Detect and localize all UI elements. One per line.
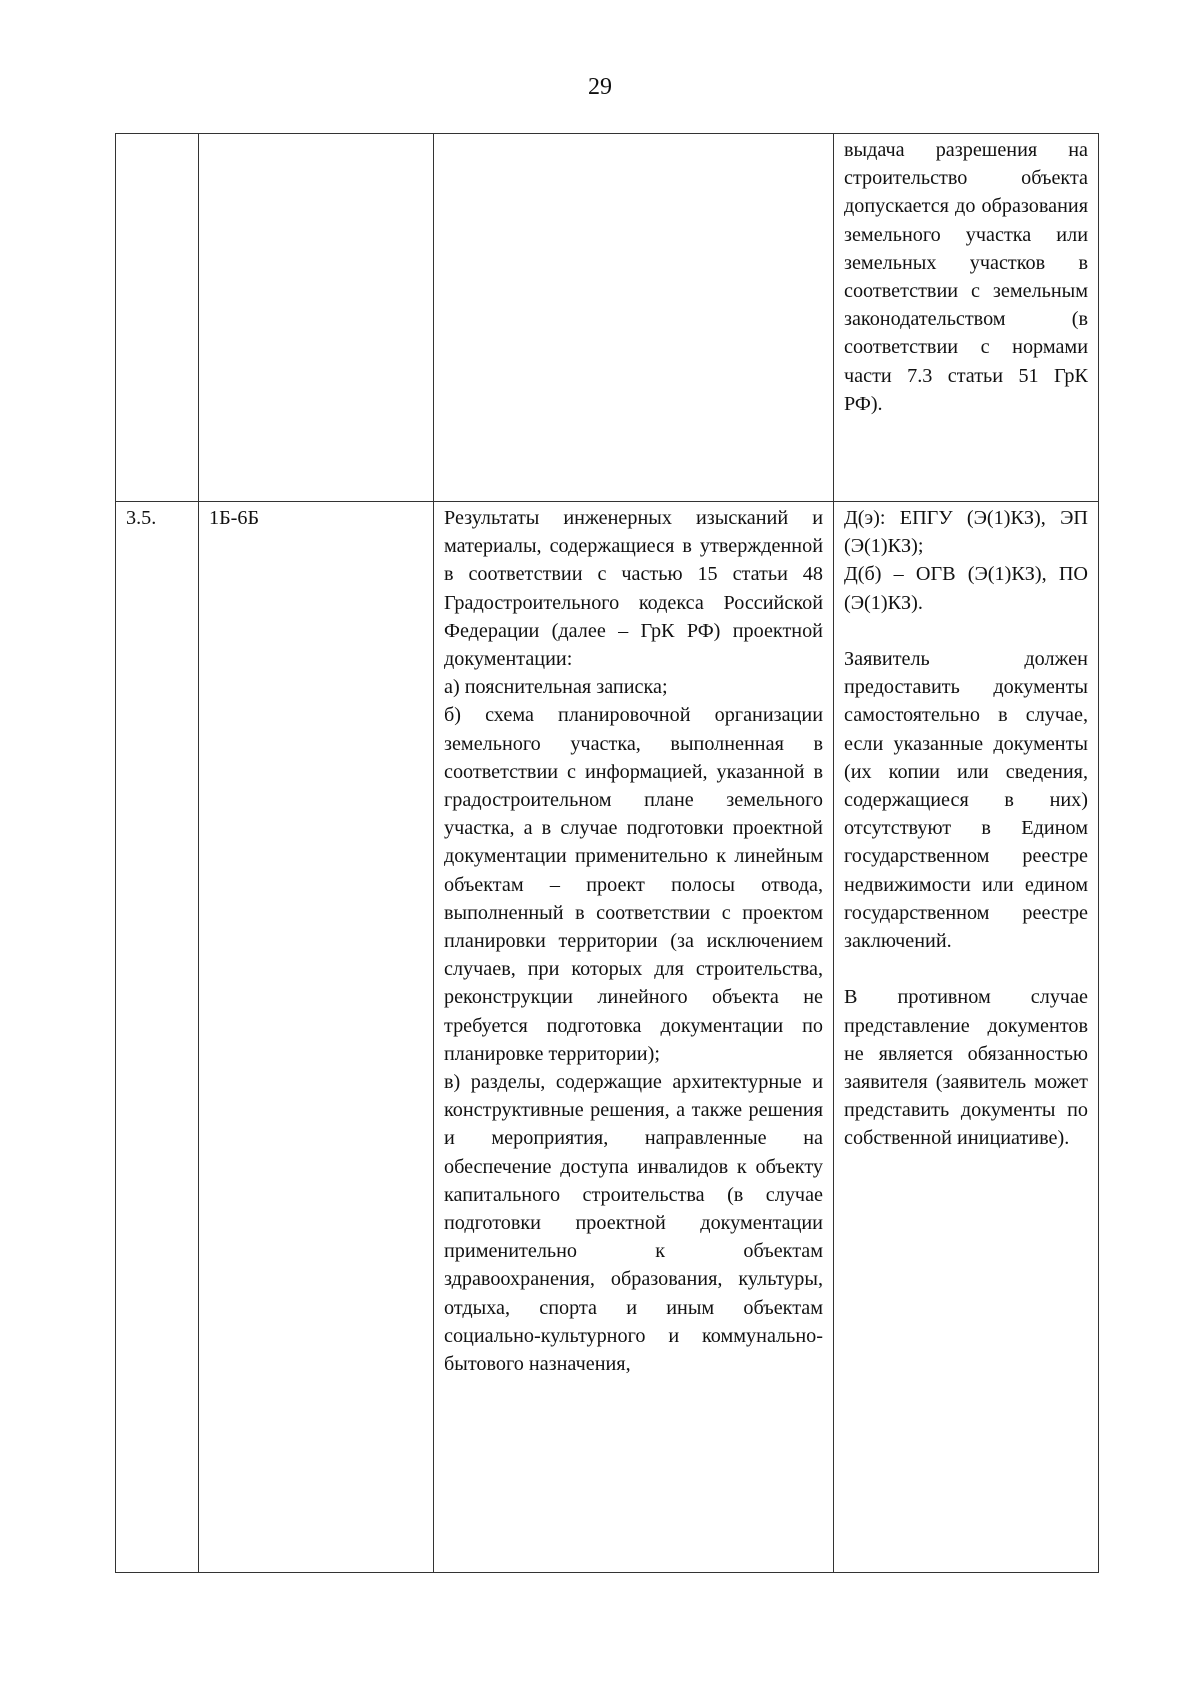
paragraph-gap [844,617,1088,645]
cell-notes [834,502,1099,1573]
cell-number [116,134,199,502]
cell-notes [834,134,1099,502]
table-row [116,502,1099,1573]
note-paragraph: выдача разрешения на строительство объекта допускается до образования земельного участка или земельных участков в соответствии с земельным законодательством (в соответствии с нормами части 7.3 статьи 51 ГрК РФ). [844,139,1088,415]
note-paragraph: Заявитель должен предоставить документы самостоятельно в случае, если указанные документы (их копии или сведения, содержащиеся в них) отсутствуют в Едином государственном реестре недвижимости или едином государственном реестре заключений. [844,648,1088,953]
cell-description [434,502,834,1573]
cell-number: 3.5. [116,502,199,1573]
note-paragraph: Д(б) – ОГВ (Э(1)КЗ), ПО (Э(1)КЗ). [844,563,1088,614]
table-row [116,134,1099,502]
description-paragraph: б) схема планировочной организации земельного участка, выполненная в соответствии с информацией, указанной в градостроительном плане земельного участка, а в случае подготовки проектной документации применительно к линейным объектам – проект полосы отвода, выполненный в соответствии с проектом планировки территории (за исключением случаев, при которых для строительства, реконструкции линейного объекта не требуется подготовка документации по планировке территории); [444,704,823,1065]
description-paragraph: а) пояснительная записка; [444,676,668,699]
description-paragraph: в) разделы, содержащие архитектурные и конструктивные решения, а также решения и мероприятия, направленные на обеспечение доступа инвалидов к объекту капитального строительства (в случае подготовки проектной документации применительно к объектам здравоохранения, образования, культуры, отдыха, спорта и иным объектам социально-культурного и коммунально-бытового назначения, [444,1071,823,1376]
cell-code: 1Б-6Б [199,502,434,1573]
description-paragraph: Результаты инженерных изысканий и материалы, содержащиеся в утвержденной в соответствии с частью 15 статьи 48 Градостроительного кодекса Российской Федерации (далее – ГрК РФ) проектной документации: [444,507,823,671]
cell-code [199,134,434,502]
page-number: 29 [588,74,612,100]
paragraph-gap [844,955,1088,983]
note-paragraph: Д(э): ЕПГУ (Э(1)КЗ), ЭП (Э(1)КЗ); [844,507,1088,558]
requirements-table [115,133,1099,1573]
note-paragraph: В противном случае представление документов не является обязанностью заявителя (заявитель может представить документы по собственной инициативе). [844,986,1088,1150]
cell-description [434,134,834,502]
